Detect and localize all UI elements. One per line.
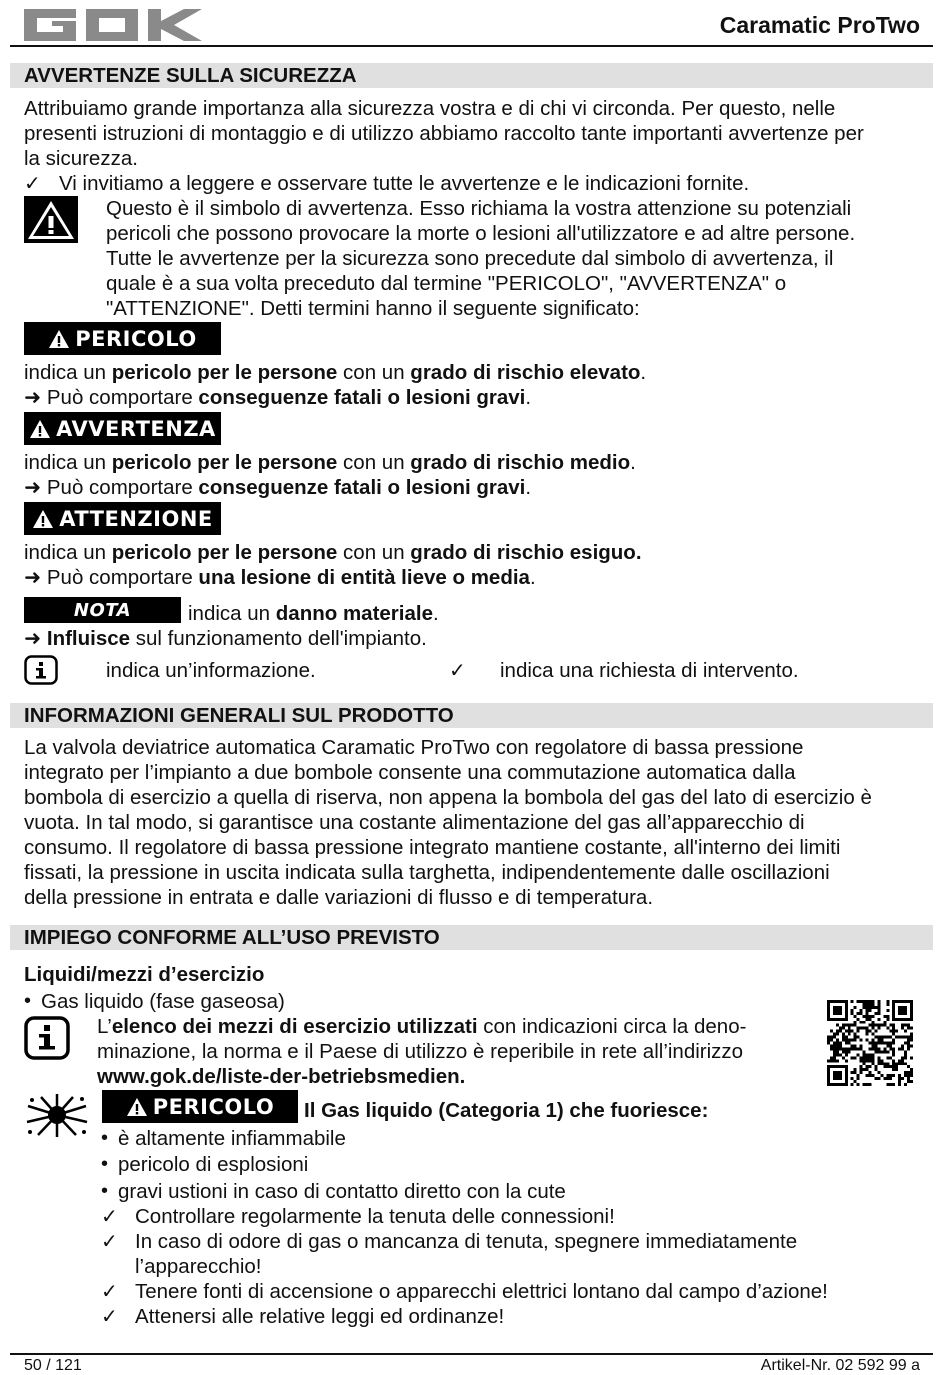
- warning-text-2: pericoli che possono provocare la morte o lesioni all'utilizzatore e ad altre persone.: [106, 222, 856, 245]
- product-info-line-6: fissati, la pressione in uscita indicata sulla targhetta, indipendentemente dalle oscillazioni: [24, 861, 830, 884]
- info-icon: [24, 655, 58, 685]
- hazard-3: gravi ustioni in caso di contatto diretto con la cute: [118, 1180, 566, 1203]
- signal-pericolo: PERICOLO: [24, 322, 221, 355]
- check-legend: indica una richiesta di intervento.: [500, 659, 799, 682]
- signal-attenzione: ATTENZIONE: [24, 502, 221, 535]
- product-info-line-3: bombola di esercizio a quella di riserva, non appena la bombola del gas del lato di esercizio è: [24, 786, 872, 809]
- warning-triangle-icon: [24, 196, 78, 243]
- media-list-info-2: minazione, la norma e il Paese di utilizzo è reperibile in rete all’indirizzo: [97, 1040, 744, 1063]
- danger-heading: Il Gas liquido (Categoria 1) che fuoriesce:: [304, 1099, 709, 1122]
- intro-line-2: presenti istruzioni di montaggio e di utilizzo abbiamo raccolto tante importanti avvertenze per: [24, 122, 864, 145]
- checkmark-icon: ✓: [101, 1279, 118, 1303]
- attenzione-consequence: ➜ Può comportare una lesione di entità lieve o media.: [24, 566, 536, 589]
- product-info-line-5: consumo. Il regolatore di bassa pressione integrato mantiene costante, all'interno dei limiti: [24, 836, 841, 859]
- avvertenza-consequence: ➜ Può comportare conseguenze fatali o lesioni gravi.: [24, 476, 532, 499]
- action-3: Tenere fonti di accensione o apparecchi elettrici lontano dal campo d’azione!: [135, 1280, 828, 1303]
- hazard-1: è altamente infiammabile: [118, 1127, 346, 1150]
- warning-text-3: Tutte le avvertenze per la sicurezza sono precedute dal simbolo di avvertenza, il: [106, 247, 834, 270]
- signal-nota: NOTA: [24, 597, 181, 623]
- page-number: 50 / 121: [24, 1357, 82, 1374]
- action-2-cont: l’apparecchio!: [135, 1255, 262, 1278]
- warning-triangle-icon: [126, 1097, 148, 1117]
- subheading-media: Liquidi/mezzi d’esercizio: [24, 963, 265, 986]
- bullet-dot: •: [24, 990, 32, 1012]
- footer-rule: [10, 1353, 933, 1355]
- article-number: Artikel-Nr. 02 592 99 a: [760, 1357, 920, 1374]
- bullet-dot: •: [101, 1180, 109, 1202]
- bullet-dot: •: [101, 1127, 109, 1149]
- action-4: Attenersi alle relative leggi ed ordinanze!: [135, 1305, 505, 1328]
- checkmark-icon: ✓: [101, 1204, 118, 1228]
- bullet-gas: Gas liquido (fase gaseosa): [41, 990, 285, 1013]
- signal-pericolo-gas: PERICOLO: [102, 1090, 298, 1123]
- gok-logo: [24, 9, 202, 41]
- warning-triangle-icon: [32, 509, 54, 529]
- intro-line-3: la sicurezza.: [24, 147, 138, 170]
- read-note: Vi invitiamo a leggere e osservare tutte le avvertenze e le indicazioni fornite.: [59, 172, 750, 195]
- section-heading-safety: AVVERTENZE SULLA SICUREZZA: [10, 63, 933, 88]
- section-heading-product-info: INFORMAZIONI GENERALI SUL PRODOTTO: [10, 703, 933, 728]
- pericolo-meaning: indica un pericolo per le persone con un grado di rischio elevato.: [24, 361, 647, 384]
- warning-text-4: quale è a sua volta preceduto dal termine "PERICOLO", "AVVERTENZA" o: [106, 272, 787, 295]
- action-2: In caso di odore di gas o mancanza di tenuta, spegnere immediatamente: [135, 1230, 798, 1253]
- info-icon: [24, 1016, 70, 1060]
- attenzione-meaning: indica un pericolo per le persone con un grado di rischio esiguo.: [24, 541, 642, 564]
- media-list-url[interactable]: www.gok.de/liste-der-betriebsmedien.: [97, 1065, 466, 1088]
- nota-consequence: ➜ Influisce sul funzionamento dell'impianto.: [24, 627, 427, 650]
- checkmark-icon: ✓: [24, 171, 41, 195]
- warning-triangle-icon: [48, 329, 70, 349]
- media-list-info-1: L’elenco dei mezzi di esercizio utilizzati con indicazioni circa la deno-: [97, 1015, 747, 1038]
- checkmark-icon: ✓: [449, 658, 466, 682]
- warning-text-5: "ATTENZIONE". Detti termini hanno il seguente significato:: [106, 297, 640, 320]
- info-legend: indica un’informazione.: [106, 659, 316, 682]
- section-heading-intended-use: IMPIEGO CONFORME ALL’USO PREVISTO: [10, 925, 933, 950]
- product-info-line-4: vuota. In tal modo, si garantisce una costante alimentazione del gas all’apparecchio di: [24, 811, 805, 834]
- hazard-2: pericolo di esplosioni: [118, 1153, 309, 1176]
- header-rule: [10, 45, 933, 47]
- explosion-hazard-icon: [24, 1092, 90, 1138]
- product-info-line-1: La valvola deviatrice automatica Caramatic ProTwo con regolatore di bassa pressione: [24, 736, 804, 759]
- bullet-dot: •: [101, 1153, 109, 1175]
- qr-code-icon: [827, 1000, 913, 1086]
- checkmark-icon: ✓: [101, 1229, 118, 1253]
- product-info-line-7: della pressione in entrata e dalle variazioni di flusso e di temperatura.: [24, 886, 654, 909]
- warning-triangle-icon: [29, 419, 51, 439]
- product-title: Caramatic ProTwo: [719, 12, 920, 38]
- pericolo-consequence: ➜ Può comportare conseguenze fatali o lesioni gravi.: [24, 386, 532, 409]
- nota-meaning: indica un danno materiale.: [188, 602, 439, 625]
- warning-text-1: Questo è il simbolo di avvertenza. Esso richiama la vostra attenzione su potenziali: [106, 197, 852, 220]
- avvertenza-meaning: indica un pericolo per le persone con un grado di rischio medio.: [24, 451, 636, 474]
- intro-line-1: Attribuiamo grande importanza alla sicurezza vostra e di chi vi circonda. Per questo, nelle: [24, 97, 836, 120]
- product-info-line-2: integrato per l’impianto a due bombole consente una commutazione automatica dalla: [24, 761, 796, 784]
- checkmark-icon: ✓: [101, 1304, 118, 1328]
- action-1: Controllare regolarmente la tenuta delle connessioni!: [135, 1205, 615, 1228]
- signal-avvertenza: AVVERTENZA: [24, 412, 221, 445]
